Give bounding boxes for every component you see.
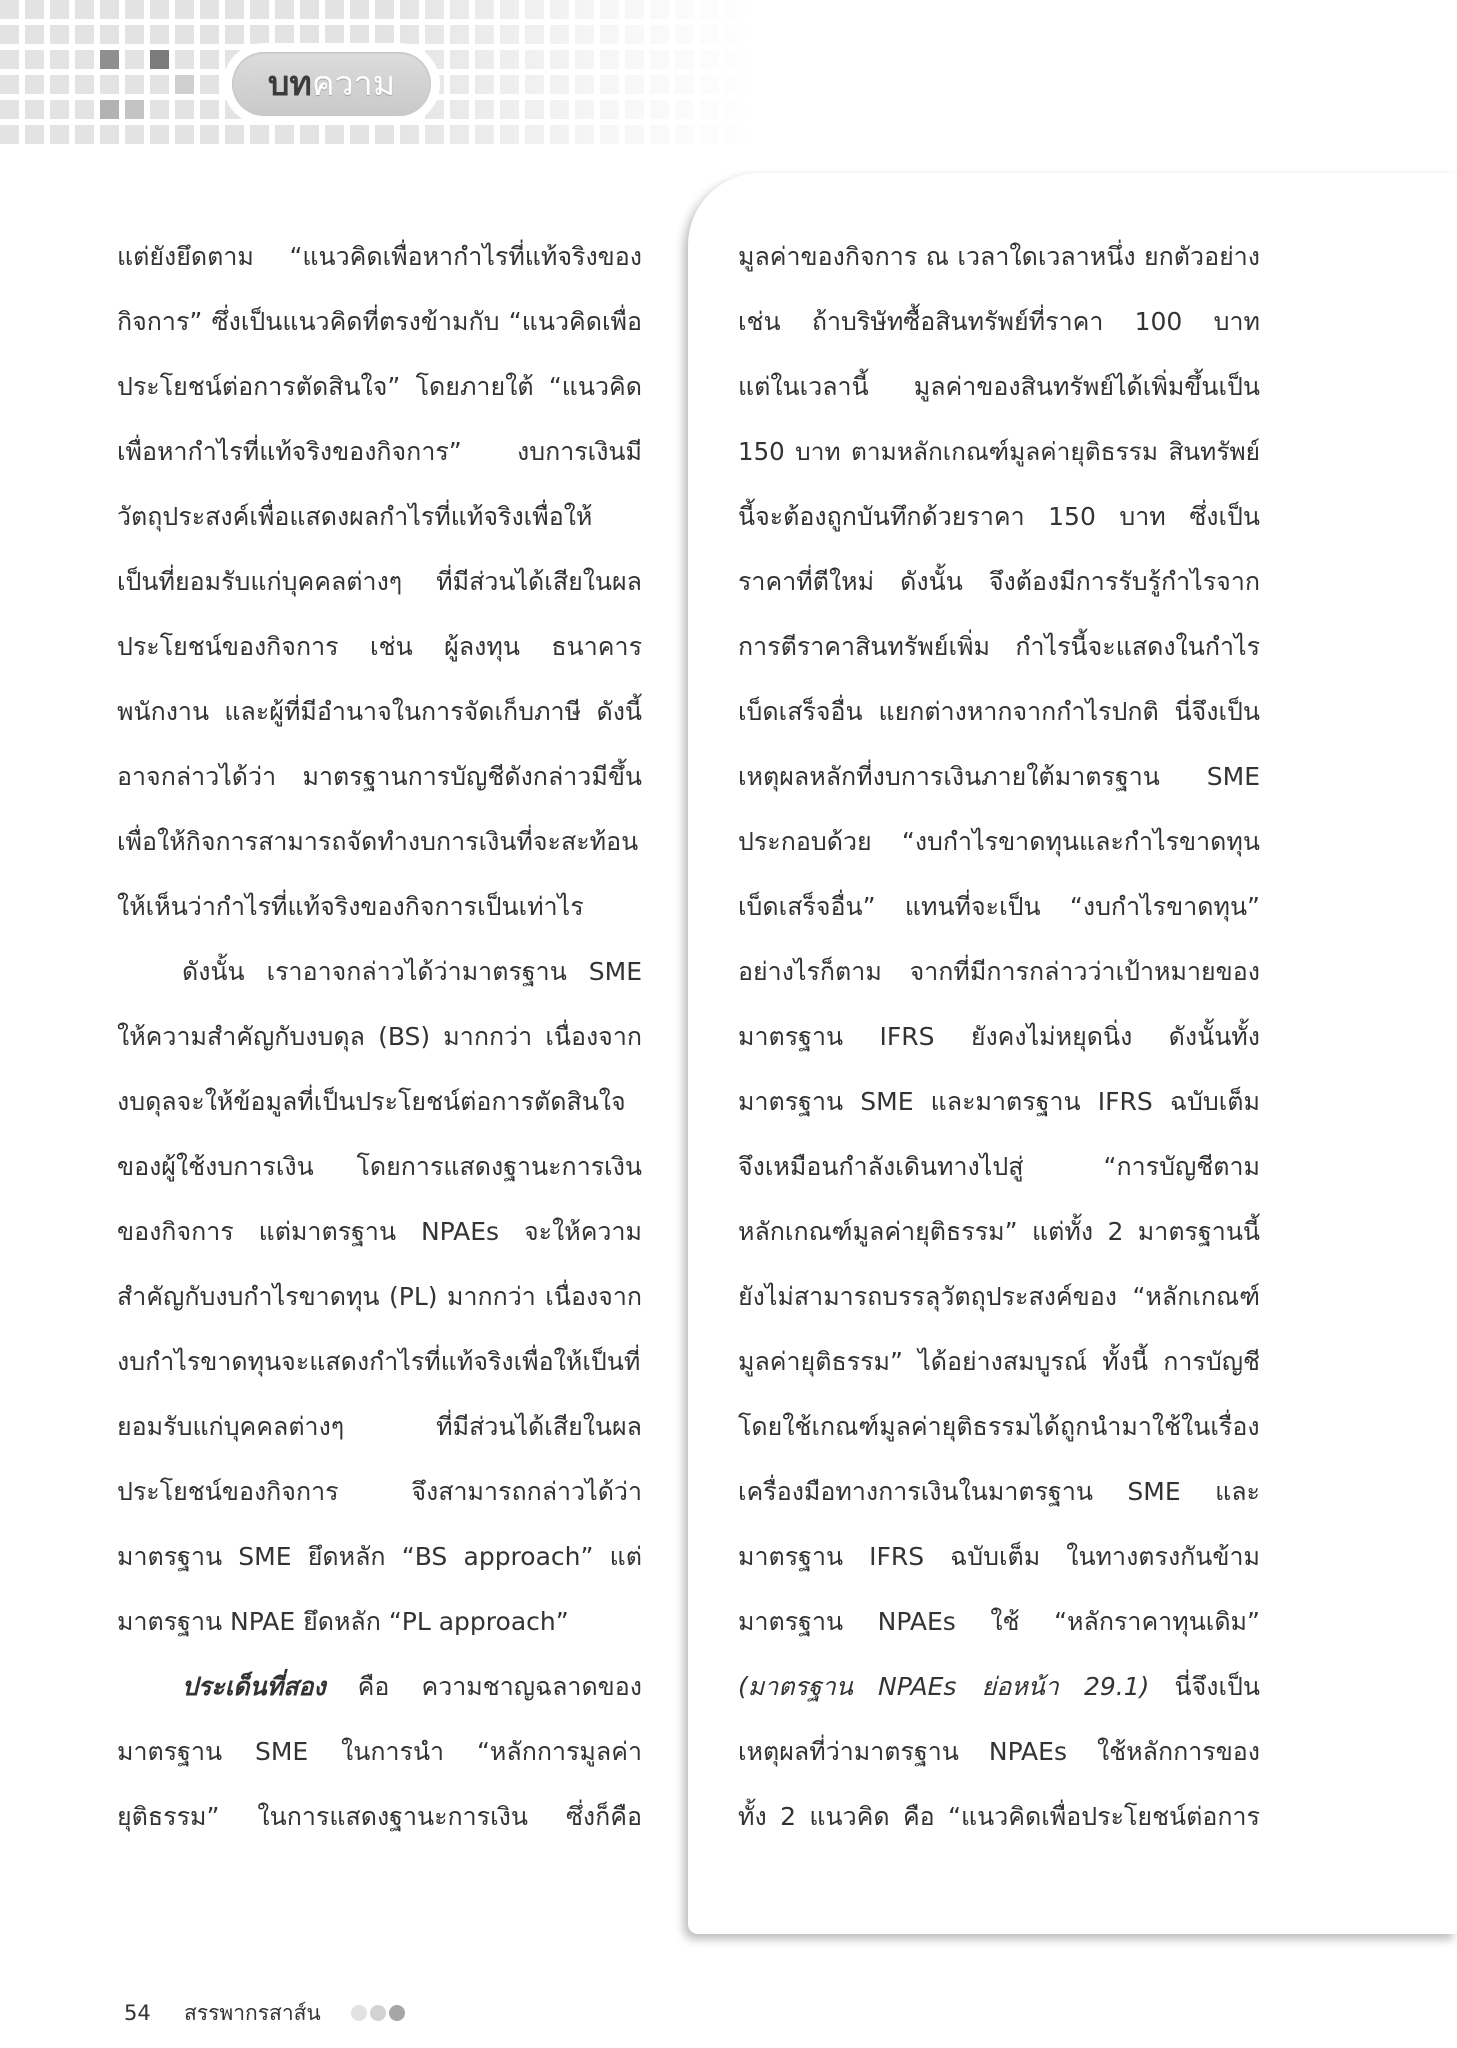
- right-column-line: มาตรฐาน IFRS ยังคงไม่หยุดนิ่ง ดังนั้นทั้ง: [738, 1022, 1260, 1051]
- right-column-line: ทั้ง 2 แนวคิด คือ “แนวคิดเพื่อประโยชน์ต่อการ: [738, 1802, 1260, 1831]
- accent-square: [150, 50, 169, 69]
- right-column-line: หลักเกณฑ์มูลค่ายุติธรรม” แต่ทั้ง 2 มาตรฐานนี้: [738, 1217, 1260, 1246]
- right-column-line: การตีราคาสินทรัพย์เพิ่ม กำไรนี้จะแสดงในกำไร: [738, 632, 1260, 661]
- left-column-line: ยุติธรรม” ในการแสดงฐานะการเงิน ซึ่งก็คือ: [117, 1802, 642, 1831]
- left-column-line: สำคัญกับงบกำไรขาดทุน (PL) มากกว่า เนื่องจาก: [117, 1282, 642, 1311]
- left-column-line: ดังนั้น เราอาจกล่าวได้ว่ามาตรฐาน SME: [182, 957, 642, 986]
- section-label-dark: บท: [267, 64, 312, 104]
- left-column-line: มาตรฐาน NPAE ยึดหลัก “PL approach”: [117, 1607, 569, 1636]
- left-column-line: ของกิจการ แต่มาตรฐาน NPAEs จะให้ความ: [117, 1217, 642, 1246]
- left-column-line: ประโยชน์ของกิจการ เช่น ผู้ลงทุน ธนาคาร: [117, 632, 642, 661]
- left-column-line: งบดุลจะให้ข้อมูลที่เป็นประโยชน์ต่อการตัดสินใจ: [117, 1087, 626, 1116]
- right-column-line: ยังไม่สามารถบรรลุวัตถุประสงค์ของ “หลักเกณฑ์: [738, 1282, 1260, 1311]
- accent-square: [175, 75, 194, 94]
- right-column-line: เหตุผลหลักที่งบการเงินภายใต้มาตรฐาน SME: [738, 762, 1260, 791]
- right-column-line: มาตรฐาน NPAEs ใช้ “หลักราคาทุนเดิม”: [738, 1607, 1260, 1636]
- right-column-line: ประกอบด้วย “งบกำไรขาดทุนและกำไรขาดทุน: [738, 827, 1260, 856]
- left-column-line: งบกำไรขาดทุนจะแสดงกำไรที่แท้จริงเพื่อให้เป็นที่: [117, 1347, 641, 1376]
- left-column-line: ประโยชน์ต่อการตัดสินใจ” โดยภายใต้ “แนวคิด: [117, 372, 642, 401]
- left-column-line: มาตรฐาน SME ในการนำ “หลักการมูลค่า: [117, 1737, 642, 1766]
- page-number: 54: [124, 2001, 151, 2025]
- left-column-line: ให้ความสำคัญกับงบดุล (BS) มากกว่า เนื่องจาก: [117, 1022, 642, 1051]
- left-column-line: วัตถุประสงค์เพื่อแสดงผลกำไรที่แท้จริงเพื่อให้: [117, 502, 593, 531]
- right-column-line: เช่น ถ้าบริษัทซื้อสินทรัพย์ที่ราคา 100 บาท: [738, 307, 1260, 336]
- left-column-line: เป็นที่ยอมรับแก่บุคคลต่างๆ ที่มีส่วนได้เสียในผล: [117, 567, 642, 596]
- right-column-line: 150 บาท ตามหลักเกณฑ์มูลค่ายุติธรรม สินทรัพย์: [738, 437, 1260, 466]
- left-column-line: อาจกล่าวได้ว่า มาตรฐานการบัญชีดังกล่าวมีขึ้น: [117, 762, 642, 791]
- right-column-line: เบ็ดเสร็จอื่น” แทนที่จะเป็น “งบกำไรขาดทุน”: [738, 892, 1260, 921]
- left-column: [117, 224, 642, 1849]
- footer-dots: [351, 2005, 408, 2021]
- publication-name: สรรพากรสาส์น: [184, 2001, 321, 2025]
- right-column-line: มาตรฐาน IFRS ฉบับเต็ม ในทางตรงกันข้าม: [738, 1542, 1260, 1571]
- right-column-line: เบ็ดเสร็จอื่น แยกต่างหากจากกำไรปกติ นี่จึงเป็น: [738, 697, 1260, 726]
- page-footer: [124, 1999, 408, 2027]
- right-column-line: จึงเหมือนกำลังเดินทางไปสู่ “การบัญชีตาม: [738, 1152, 1260, 1181]
- dot-icon: [370, 2005, 386, 2021]
- dot-icon: [389, 2005, 405, 2021]
- accent-square: [125, 100, 144, 119]
- right-column-line: มูลค่าของกิจการ ณ เวลาใดเวลาหนึ่ง ยกตัวอย่าง: [738, 242, 1260, 271]
- right-column-line: [738, 1654, 1260, 1719]
- line-text: นี่จึงเป็น: [1149, 1672, 1260, 1701]
- right-column-line: แต่ในเวลานี้ มูลค่าของสินทรัพย์ได้เพิ่มขึ้นเป็น: [738, 372, 1260, 401]
- accent-square: [100, 50, 119, 69]
- left-column-line: เพื่อให้กิจการสามารถจัดทำงบการเงินที่จะสะท้อน: [117, 827, 639, 856]
- section-label: [232, 52, 431, 116]
- left-column-line: แต่ยังยึดตาม “แนวคิดเพื่อหากำไรที่แท้จริงของ: [117, 242, 642, 271]
- right-column-line: มาตรฐาน SME และมาตรฐาน IFRS ฉบับเต็ม: [738, 1087, 1260, 1116]
- right-column-line: มูลค่ายุติธรรม” ได้อย่างสมบูรณ์ ทั้งนี้ การบัญชี: [738, 1347, 1260, 1376]
- left-column-line: [117, 1654, 642, 1719]
- section-label-light: ความ: [311, 64, 396, 104]
- accent-square: [100, 100, 119, 119]
- right-column-line: เครื่องมือทางการเงินในมาตรฐาน SME และ: [738, 1477, 1260, 1506]
- right-column-line: โดยใช้เกณฑ์มูลค่ายุติธรรมได้ถูกนำมาใช้ในเรื่อง: [738, 1412, 1260, 1441]
- left-column-line: มาตรฐาน SME ยึดหลัก “BS approach” แต่: [117, 1542, 642, 1571]
- emphasis-text: ประเด็นที่สอง: [182, 1672, 326, 1701]
- left-column-line: กิจการ” ซึ่งเป็นแนวคิดที่ตรงข้ามกับ “แนวคิดเพื่อ: [117, 307, 642, 336]
- left-column-line: ของผู้ใช้งบการเงิน โดยการแสดงฐานะการเงิน: [117, 1152, 642, 1181]
- left-column-line: เพื่อหากำไรที่แท้จริงของกิจการ” งบการเงินมี: [117, 437, 642, 466]
- right-column-line: ราคาที่ตีใหม่ ดังนั้น จึงต้องมีการรับรู้กำไรจาก: [738, 567, 1260, 596]
- right-column-line: อย่างไรก็ตาม จากที่มีการกล่าวว่าเป้าหมายของ: [738, 957, 1260, 986]
- left-column-line: ยอมรับแก่บุคคลต่างๆ ที่มีส่วนได้เสียในผล: [117, 1412, 642, 1441]
- left-column-line: พนักงาน และผู้ที่มีอำนาจในการจัดเก็บภาษี ดังนี้: [117, 697, 642, 726]
- left-column-line: ให้เห็นว่ากำไรที่แท้จริงของกิจการเป็นเท่าไร: [117, 892, 584, 921]
- right-column-line: นี้จะต้องถูกบันทึกด้วยราคา 150 บาท ซึ่งเป็น: [738, 502, 1260, 531]
- line-text: คือ ความชาญฉลาดของ: [325, 1672, 642, 1701]
- citation-text: (มาตรฐาน NPAEs ย่อหน้า 29.1): [738, 1672, 1150, 1701]
- right-column-line: เหตุผลที่ว่ามาตรฐาน NPAEs ใช้หลักการของ: [738, 1737, 1260, 1766]
- right-column: [738, 224, 1260, 1849]
- left-column-line: ประโยชน์ของกิจการ จึงสามารถกล่าวได้ว่า: [117, 1477, 642, 1506]
- dot-icon: [351, 2005, 367, 2021]
